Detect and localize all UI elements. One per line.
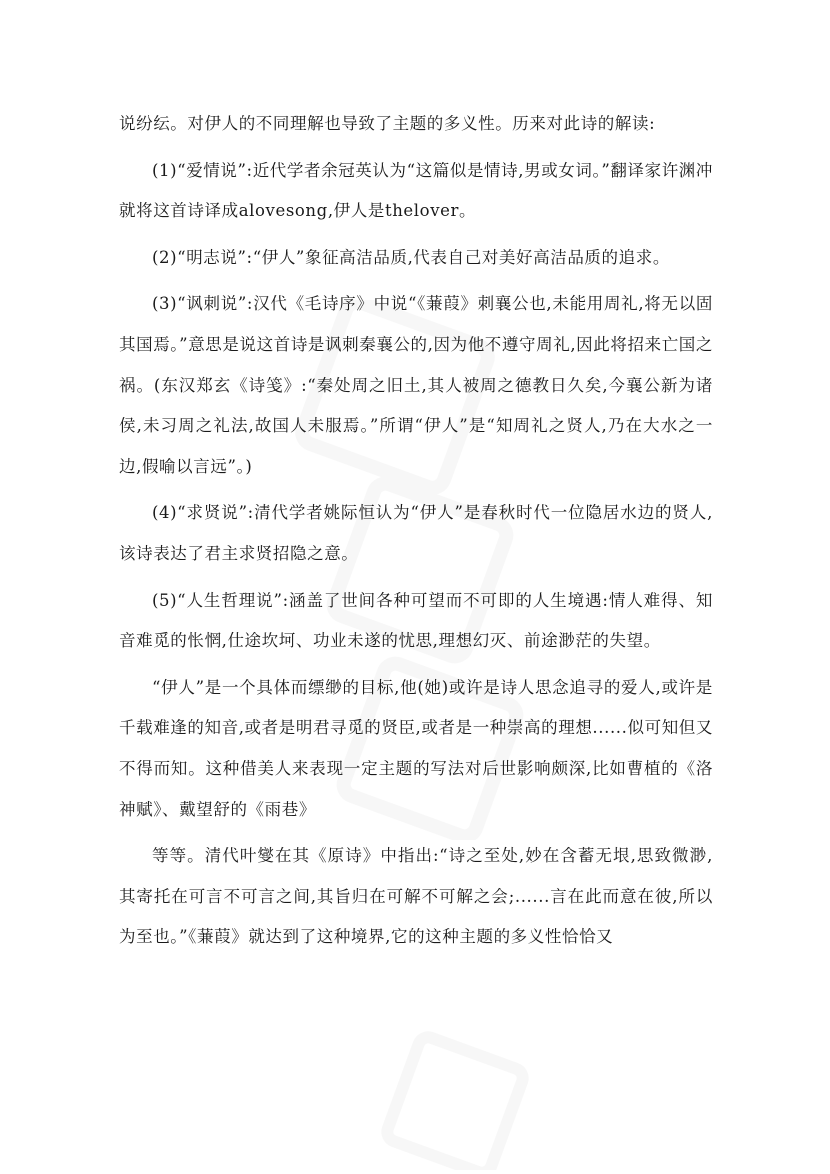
paragraph-satire-theory: (3)“讽刺说”:汉代《毛诗序》中说“《蒹葭》刺襄公也,未能用周礼,将无以固其国焉。”意思是说这首诗是讽刺秦襄公的,因为他不遵守周礼,因此将招来亡国之祸。(东汉郑玄《诗笺》:“秦处周之旧土,其人被周之德教日久矣,今襄公新为诸侯,未习周之礼法,故国人未服焉。”所谓“伊人”是“知周礼之贤人,乃在大水之一边,假喻以言远”。) <box>119 294 713 476</box>
paragraph-aspiration-theory: (2)“明志说”:“伊人”象征高洁品质,代表自己对美好高洁品质的追求。 <box>152 247 670 267</box>
paragraph-0: 说纷纭。对伊人的不同理解也导致了主题的多义性。历来对此诗的解读: <box>119 114 656 133</box>
paragraph-ye-xie-quote: 等等。清代叶燮在其《原诗》中指出:“诗之至处,妙在含蓄无垠,思致微渺,其寄托在可言不可言之间,其旨归在可解不可解之会;......言在此而意在彼,所以为至也。”《蒹葭》就达到了这种境界,它的这种主题的多义性恰恰又 <box>119 846 713 947</box>
paragraph-yiren-discussion: “伊人”是一个具体而缥缈的目标,他(她)或许是诗人思念追寻的爱人,或许是千载难逢的知音,或者是明君寻觅的贤臣,或者是一种崇高的理想......似可知但又不得而知。这种借美人来表现一定主题的写法对后世影响颇深,比如曹植的《洛神赋》、戴望舒的《雨巷》 <box>119 677 713 819</box>
paragraph-seeking-talent-theory: (4)“求贤说”:清代学者姚际恒认为“伊人”是春秋时代一位隐居水边的贤人,该诗表达了君主求贤招隐之意。 <box>119 503 713 563</box>
document-body <box>119 104 713 964</box>
paragraph-love-theory: (1)“爱情说”:近代学者余冠英认为“这篇似是情诗,男或女词。”翻译家许渊冲就将这首诗译成alovesong,伊人是thelover。 <box>119 160 713 221</box>
paragraph-life-philosophy-theory: (5)“人生哲理说”:涵盖了世间各种可望而不可即的人生境遇:情人难得、知音难觅的怅惘,仕途坎坷、功业未遂的忧思,理想幻灭、前途渺茫的失望。 <box>119 590 713 651</box>
watermark-graphic-bottom <box>380 1030 540 1170</box>
